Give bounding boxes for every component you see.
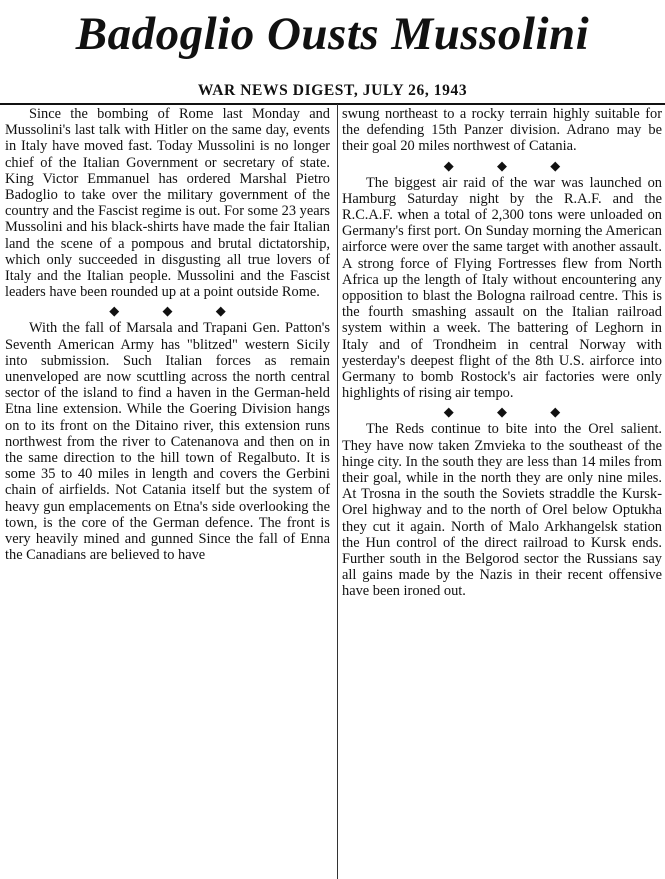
- section-separator: ◆ ◆ ◆: [109, 303, 246, 319]
- paragraph-text: swung northeast to a rocky terrain highly suitable for the defending 15th Panzer division. Adrano may be their goal 20 miles northwest of Catania.: [342, 106, 662, 155]
- header-rule: [0, 103, 665, 105]
- left-column: [5, 106, 330, 563]
- column-divider: [337, 104, 338, 879]
- section-separator: ◆ ◆ ◆: [443, 404, 581, 420]
- article-paragraph-air-raid: [342, 175, 662, 402]
- right-column: [342, 106, 662, 600]
- article-paragraph-sicily: [5, 320, 330, 563]
- article-paragraph-orel: [342, 421, 662, 599]
- paragraph-text: With the fall of Marsala and Trapani Gen. Patton's Seventh American Army has "blitzed" western Sicily into submission. Such Italian forces as remain unenveloped are now scuttling across the north central sector of the island to find a haven in the German-held Etna line extension. While the Goering Division hangs on to its front on the Ditaino river, this extension runs northwest from the river to Catenanova and then on in the same direction to the hill town of Regalbuto. It is some 35 to 40 miles in length and covers the Gerbini chain of airfields. Not Catania itself but the system of heavy gun emplacements on Etna's side overlooking the town, is the core of the German defence. The front is very heavily mined and gunned Since the fall of Enna the Canadians are believed to have: [5, 320, 330, 564]
- paragraph-text: The biggest air raid of the war was launched on Hamburg Saturday night by the R.A.F. and the R.C.A.F. when a total of 2,300 tons were unloaded on Germany's first port. On Sunday morning the American airforce were over the same target with another assault. A strong force of Flying Fortresses flew from North Africa up the length of Italy without encountering any opposition to blast the Bologna railroad centre. This is the fourth smashing assault on the Italian railroad system within a week. The battering of Leghorn in Italy and of Trondheim in central Norway with yesterday's deepest flight of the 8th U.S. airforce into Germany to bomb Rostock's air factories were only highlights of rising air tempo.: [342, 174, 662, 402]
- paragraph-text: The Reds continue to bite into the Orel salient. They have now taken Zmvieka to the southeast of the hinge city. In the south they are less than 14 miles from their goal, while in the north they are only nine miles. At Trosna in the south the Soviets straddle the Kursk-Orel highway and to the north of Orel below Optukha they cut it again. North of Malo Arkhangelsk station the Hun control of the direct railroad to Kursk ends. Further south in the Belgorod sector the Russians say all gains made by the Nazis in their recent offensive have been ironed out.: [342, 421, 662, 600]
- headline: Badoglio Ousts Mussolini: [75, 8, 590, 60]
- dateline: WAR NEWS DIGEST, JULY 26, 1943: [197, 82, 468, 99]
- paragraph-text: Since the bombing of Rome last Monday and Mussolini's last talk with Hitler on the same day, events in Italy have moved fast. Today Mussolini is no longer chief of the Italian Government or secretary of state. King Victor Emmanuel has ordered Marshal Pietro Badoglio to take over the military government of the country and the Fascist regime is out. For some 23 years Mussolini and his black-shirts have made the fair Italian land the scene of a pompous and brutal dictatorship, which only succeeded in disgusting all true lovers of Italy and the Italian people. Mussolini and the Fascist leaders have been rounded up at a point outside Rome.: [5, 106, 330, 301]
- article-paragraph-rome: [5, 106, 330, 300]
- section-separator: ◆ ◆ ◆: [443, 157, 581, 173]
- article-paragraph-continued: [342, 106, 662, 155]
